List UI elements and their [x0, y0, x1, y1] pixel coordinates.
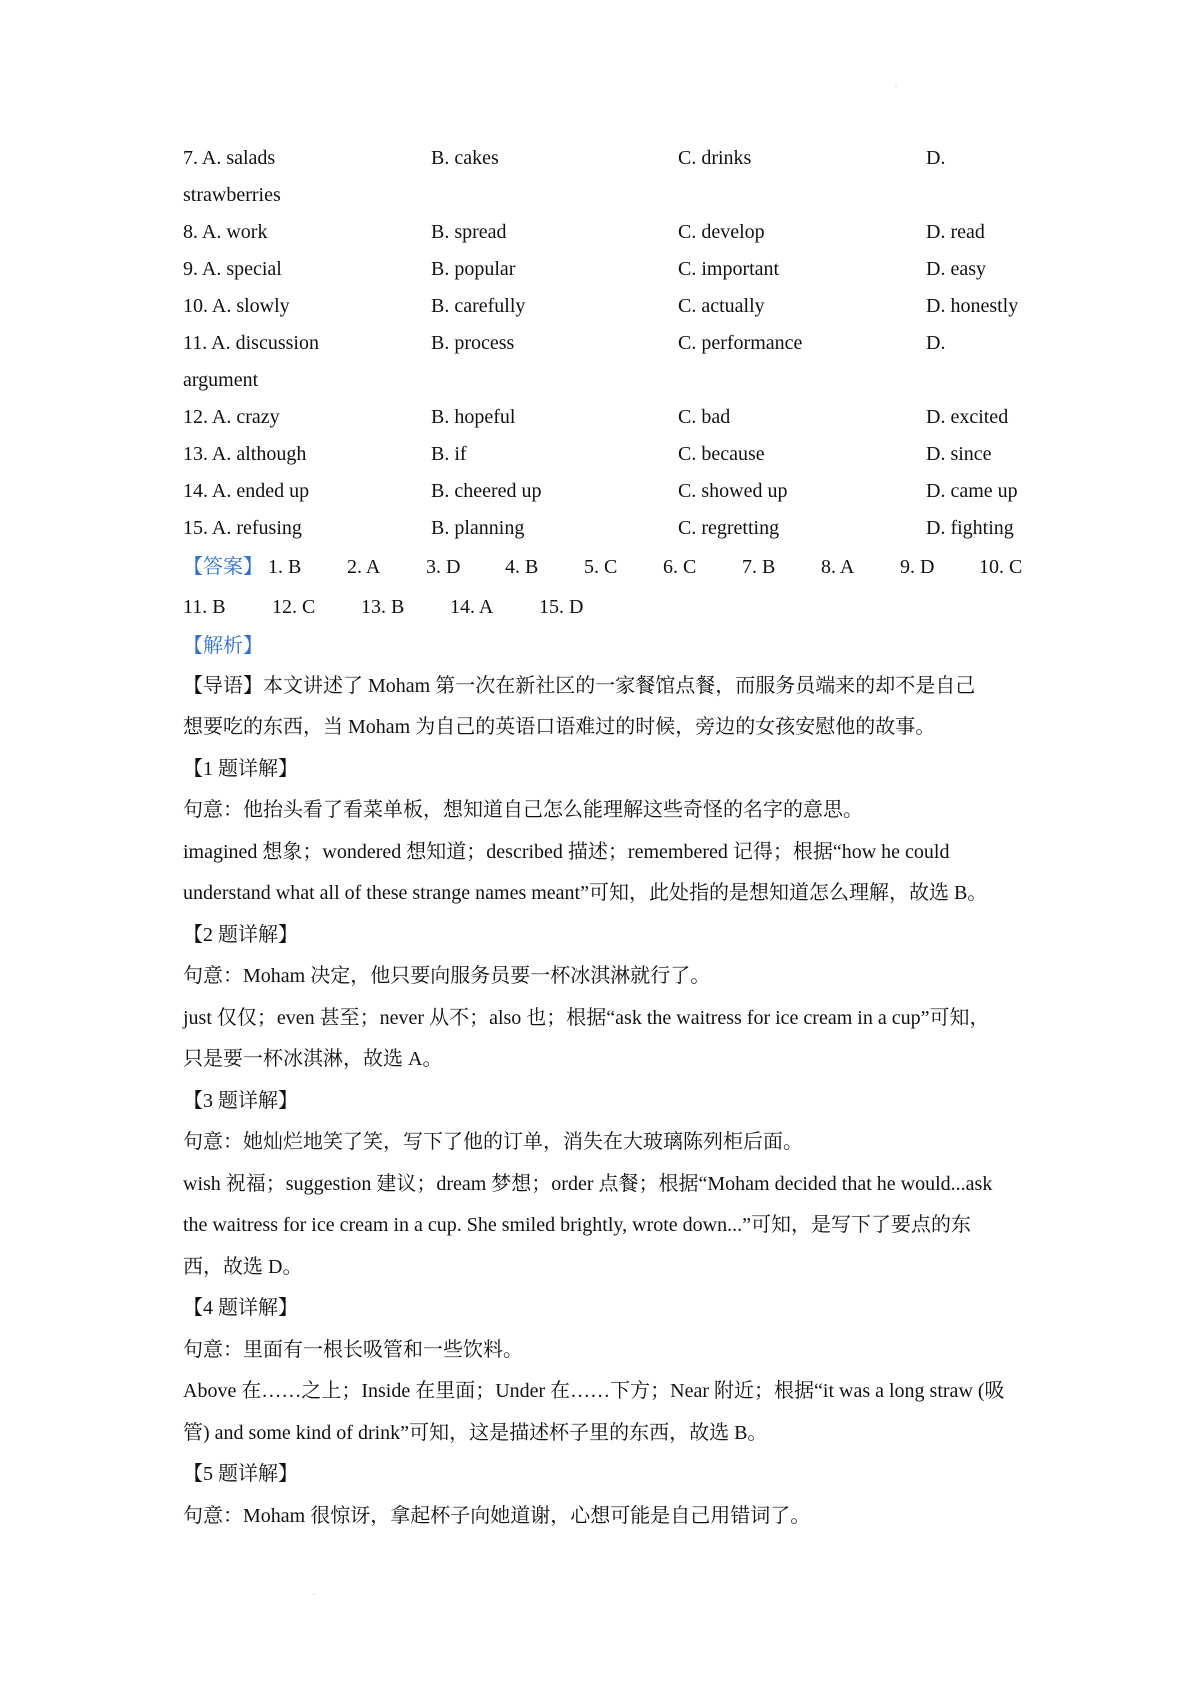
option-11-b: B. process: [431, 332, 515, 354]
bottom-dot: .: [313, 1588, 315, 1597]
answer-tag: 【答案】: [183, 556, 263, 578]
explanation-line: 西，故选 D。: [183, 1256, 303, 1278]
option-13-a: 13. A. although: [183, 443, 307, 465]
option-8-b: B. spread: [431, 221, 507, 243]
answer-item: 4. B: [505, 556, 539, 578]
explanation-line: 管) and some kind of drink”可知，这是描述杯子里的东西，故选 B。: [183, 1422, 768, 1444]
option-11-a: 11. A. discussion: [183, 332, 319, 354]
option-11-d-wrap: argument: [183, 369, 259, 391]
question-heading: 【1 题详解】: [183, 758, 298, 780]
option-14-d: D. came up: [926, 480, 1018, 502]
answer-item: 11. B: [183, 596, 226, 618]
option-11-d: D.: [926, 332, 946, 354]
option-12-d: D. excited: [926, 406, 1009, 428]
option-14-c: C. showed up: [678, 480, 788, 502]
explanation-line: 句意：里面有一根长吸管和一些饮料。: [183, 1339, 523, 1361]
option-15-a: 15. A. refusing: [183, 517, 302, 539]
answer-item: 7. B: [742, 556, 776, 578]
answer-item: 9. D: [900, 556, 935, 578]
explanation-line: the waitress for ice cream in a cup. She smiled brightly, wrote down...”可知，是写下了要点的东: [183, 1214, 971, 1236]
option-14-b: B. cheered up: [431, 480, 542, 502]
option-9-a: 9. A. special: [183, 258, 282, 280]
answer-item: 8. A: [821, 556, 855, 578]
option-8-a: 8. A. work: [183, 221, 268, 243]
option-7-d: D.: [926, 147, 946, 169]
option-9-c: C. important: [678, 258, 780, 280]
option-12-b: B. hopeful: [431, 406, 516, 428]
question-heading: 【2 题详解】: [183, 924, 298, 946]
answer-item: 1. B: [268, 556, 302, 578]
answer-item: 3. D: [426, 556, 461, 578]
option-9-b: B. popular: [431, 258, 516, 280]
analysis-tag: 【解析】: [183, 635, 263, 657]
option-7-a: 7. A. salads: [183, 147, 276, 169]
explanation-line: Above 在……之上；Inside 在里面；Under 在……下方；Near 附近；根据“it was a long straw (吸: [183, 1380, 1005, 1402]
option-9-d: D. easy: [926, 258, 986, 280]
question-heading: 【4 题详解】: [183, 1297, 298, 1319]
explanation-line: 句意：他抬头看了看菜单板，想知道自己怎么能理解这些奇怪的名字的意思。: [183, 799, 863, 821]
answer-item: 2. A: [347, 556, 381, 578]
option-10-d: D. honestly: [926, 295, 1019, 317]
option-10-c: C. actually: [678, 295, 765, 317]
answer-item: 12. C: [272, 596, 316, 618]
answer-item: 15. D: [539, 596, 584, 618]
option-10-b: B. carefully: [431, 295, 526, 317]
top-dot: .: [895, 80, 897, 89]
option-15-d: D. fighting: [926, 517, 1014, 539]
option-12-c: C. bad: [678, 406, 731, 428]
answer-item: 6. C: [663, 556, 697, 578]
explanation-line: just 仅仅；even 甚至；never 从不；also 也；根据“ask the waitress for ice cream in a cup”可知，: [183, 1007, 990, 1029]
intro-line: 【导语】本文讲述了 Moham 第一次在新社区的一家餐馆点餐，而服务员端来的却不是自己: [183, 675, 976, 697]
option-8-d: D. read: [926, 221, 985, 243]
explanation-line: 只是要一杯冰淇淋，故选 A。: [183, 1048, 443, 1070]
option-10-a: 10. A. slowly: [183, 295, 290, 317]
option-7-b: B. cakes: [431, 147, 499, 169]
option-13-b: B. if: [431, 443, 467, 465]
explanation-line: 句意：Moham 决定，他只要向服务员要一杯冰淇淋就行了。: [183, 965, 711, 987]
answer-item: 13. B: [361, 596, 405, 618]
explanation-line: wish 祝福；suggestion 建议；dream 梦想；order 点餐；根据“Moham decided that he would...ask: [183, 1173, 993, 1195]
option-15-c: C. regretting: [678, 517, 780, 539]
answer-item: 10. C: [979, 556, 1023, 578]
option-12-a: 12. A. crazy: [183, 406, 280, 428]
explanation-line: understand what all of these strange names meant”可知，此处指的是想知道怎么理解，故选 B。: [183, 882, 988, 904]
option-7-c: C. drinks: [678, 147, 752, 169]
explanation-line: 句意：Moham 很惊讶，拿起杯子向她道谢，心想可能是自己用错词了。: [183, 1505, 811, 1527]
option-13-c: C. because: [678, 443, 765, 465]
question-heading: 【3 题详解】: [183, 1090, 298, 1112]
explanation-line: 句意：她灿烂地笑了笑，写下了他的订单，消失在大玻璃陈列柜后面。: [183, 1131, 803, 1153]
answer-item: 5. C: [584, 556, 618, 578]
question-heading: 【5 题详解】: [183, 1463, 298, 1485]
explanation-line: imagined 想象；wondered 想知道；described 描述；remembered 记得；根据“how he could: [183, 841, 950, 863]
option-8-c: C. develop: [678, 221, 765, 243]
answer-item: 14. A: [450, 596, 494, 618]
option-15-b: B. planning: [431, 517, 525, 539]
option-13-d: D. since: [926, 443, 992, 465]
intro-line: 想要吃的东西，当 Moham 为自己的英语口语难过的时候，旁边的女孩安慰他的故事。: [183, 716, 936, 738]
option-11-c: C. performance: [678, 332, 803, 354]
option-14-a: 14. A. ended up: [183, 480, 310, 502]
option-7-d-wrap: strawberries: [183, 184, 281, 206]
